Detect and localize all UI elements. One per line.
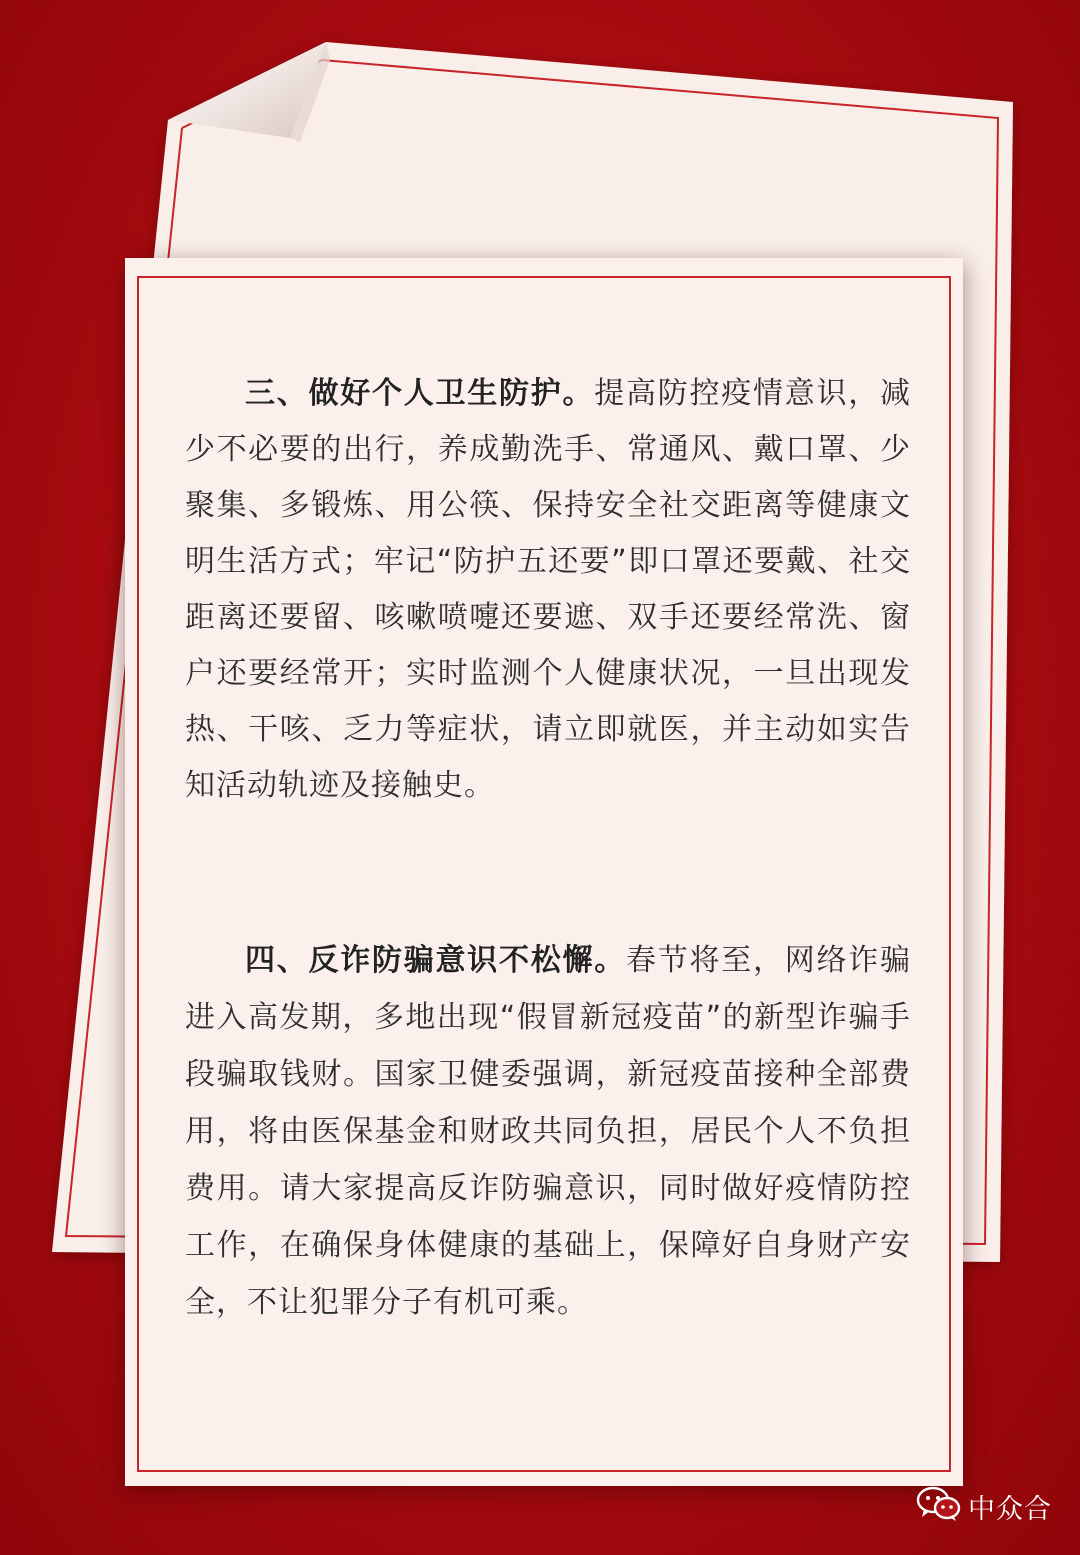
wechat-watermark (916, 1486, 1052, 1526)
section-4-paragraph (185, 932, 911, 1331)
wechat-icon (916, 1486, 962, 1526)
section-3-paragraph (185, 366, 911, 814)
front-paper-sheet (125, 258, 963, 1486)
account-name: 中众合 (968, 1493, 1052, 1525)
section-3-body: 提高防控疫情意识，减少不必要的出行，养成勤洗手、常通风、戴口罩、少聚集、多锻炼、用公筷、保持安全社交距离等健康文明生活方式；牢记“防护五还要”即口罩还要戴、社交距离还要留、咳嗽喷嚏还要遮、双手还要经常洗、窗户还要经常开；实时监测个人健康状况，一旦出现发热、干咳、乏力等症状，请立即就医，并主动如实告知活动轨迹及接触史。 (185, 376, 911, 803)
section-4-heading: 四、反诈防骗意识不松懈。 (245, 943, 626, 978)
section-4-body: 春节将至，网络诈骗进入高发期，多地出现“假冒新冠疫苗”的新型诈骗手段骗取钱财。国家卫健委强调，新冠疫苗接种全部费用，将由医保基金和财政共同负担，居民个人不负担费用。请大家提高反诈防骗意识，同时做好疫情防控工作，在确保身体健康的基础上，保障好自身财产安全，不让犯罪分子有机可乘。 (185, 943, 911, 1320)
section-3-heading: 三、做好个人卫生防护。 (245, 376, 595, 411)
